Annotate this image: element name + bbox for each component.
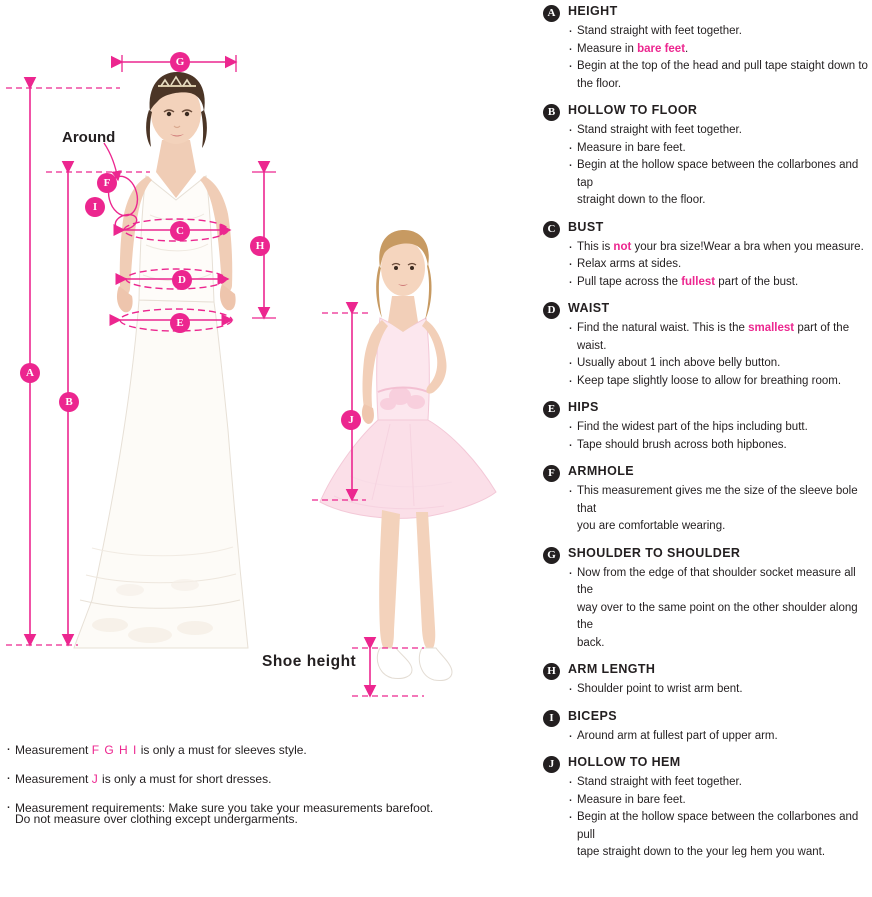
instruction-badge-d: D xyxy=(543,302,560,319)
line-text: Stand straight with feet together. xyxy=(577,25,742,37)
line-text: you are comfortable wearing. xyxy=(577,520,726,532)
instruction-badge-a: A xyxy=(543,5,560,22)
footnotes xyxy=(6,742,526,840)
short-dress-figure xyxy=(320,230,496,681)
note-fragment: is only a must for short dresses. xyxy=(98,772,272,786)
line-text: Measure in bare feet. xyxy=(577,141,686,154)
instruction-title: HOLLOW TO HEM xyxy=(568,755,681,769)
note-text-2 xyxy=(15,772,271,786)
instruction-list xyxy=(563,122,868,210)
line-text: Find the widest part of the hips including butt. xyxy=(577,421,808,433)
instruction-line xyxy=(568,140,868,158)
line-text: way over to the same point on the other shoulder along the xyxy=(577,601,858,631)
instruction-line xyxy=(568,274,868,292)
line-text: This measurement gives me the size of the sleeve bole that xyxy=(577,485,858,515)
instruction-title: SHOULDER TO SHOULDER xyxy=(568,545,741,560)
instruction-line xyxy=(568,41,868,59)
instruction-line xyxy=(568,792,868,810)
instruction-title: WAIST xyxy=(568,301,610,315)
instruction-line xyxy=(568,681,868,699)
instruction-line xyxy=(568,122,868,140)
instruction-block-j xyxy=(533,755,872,872)
line-text: Now from the edge of that shoulder socket measure all the xyxy=(577,566,856,596)
figure-marker-c: C xyxy=(170,221,190,241)
figure-marker-i: I xyxy=(85,197,105,217)
instruction-line xyxy=(568,373,868,391)
figure-marker-e: E xyxy=(170,313,190,333)
instruction-line xyxy=(568,192,868,210)
instruction-list xyxy=(563,728,868,746)
line-text: Stand straight with feet together. xyxy=(577,776,742,788)
instruction-line xyxy=(568,437,868,455)
line-text: Begin at the top of the head and pull tape staight down to xyxy=(577,60,868,72)
highlight-text: bare feet xyxy=(637,42,686,55)
line-text: your bra size!Wear a bra when you measure. xyxy=(631,240,864,253)
instruction-badge-g: G xyxy=(543,547,560,564)
line-text: Stand straight with feet together. xyxy=(577,124,742,136)
line-text: tape straight down to the your leg hem you want. xyxy=(577,846,826,858)
shoe-height-label: Shoe height xyxy=(262,653,357,670)
instruction-line xyxy=(568,355,868,373)
instruction-list xyxy=(563,681,868,699)
highlight-text: smallest xyxy=(748,322,795,334)
line-text: Measure in xyxy=(577,42,638,55)
instruction-list xyxy=(563,23,868,93)
instruction-list xyxy=(563,483,868,536)
note-text-1 xyxy=(15,743,307,757)
note-item xyxy=(6,742,526,759)
line-text: back. xyxy=(577,636,605,649)
line-text: part of the waist. xyxy=(577,322,850,352)
line-text: Tape should brush across both hipbones. xyxy=(577,438,787,451)
note-fragment: Measurement requirements: Make sure you take your measurements barefoot. xyxy=(15,801,434,815)
instruction-list xyxy=(563,239,868,292)
instruction-badge-i: I xyxy=(543,710,560,727)
instruction-block-c xyxy=(533,220,872,302)
instruction-title: BICEPS xyxy=(568,708,617,723)
bride-figure xyxy=(74,72,248,648)
instruction-line xyxy=(568,518,868,536)
note-fragment: Measurement xyxy=(15,743,92,757)
note-fragment: Do not measure over clothing except undergarments. xyxy=(15,812,298,826)
instruction-line xyxy=(568,483,868,518)
line-text: Find the natural waist. This is the xyxy=(577,322,749,334)
around-label: Around xyxy=(62,129,116,146)
figure-marker-h: H xyxy=(250,236,270,256)
line-text: part of the bust. xyxy=(715,275,799,288)
instruction-line xyxy=(568,256,868,274)
instruction-title: HOLLOW TO FLOOR xyxy=(568,103,698,117)
note-item xyxy=(6,811,526,828)
instruction-block-b xyxy=(533,103,872,220)
instruction-line xyxy=(568,774,868,792)
instruction-title: HIPS xyxy=(568,400,599,414)
note-text-4 xyxy=(15,812,298,826)
line-text: the floor. xyxy=(577,77,622,90)
instruction-block-e xyxy=(533,400,872,464)
line-text: Shoulder point to wrist arm bent. xyxy=(577,683,743,695)
line-text: Relax arms at sides. xyxy=(577,258,682,270)
instruction-badge-j: J xyxy=(543,756,560,773)
line-text: Begin at the hollow space between the collarbones and pull xyxy=(577,811,859,841)
instruction-title: ARMHOLE xyxy=(568,464,634,478)
instruction-line xyxy=(568,844,868,862)
instruction-line xyxy=(568,809,868,844)
note-item xyxy=(6,771,526,788)
instruction-block-g xyxy=(533,546,872,663)
line-text: Begin at the hollow space between the collarbones and tap xyxy=(577,159,859,189)
instruction-line xyxy=(568,157,868,192)
figure-marker-f: F xyxy=(97,173,117,193)
instruction-line xyxy=(568,23,868,41)
line-text: straight down to the floor. xyxy=(577,194,706,206)
figure-marker-d: D xyxy=(172,270,192,290)
instruction-badge-e: E xyxy=(543,401,560,418)
instruction-line xyxy=(568,600,868,635)
instruction-line xyxy=(568,320,868,355)
note-fragment: Measurement xyxy=(15,772,92,786)
instruction-title: BUST xyxy=(568,219,604,234)
instruction-block-i xyxy=(533,709,872,756)
instruction-block-a xyxy=(533,4,872,103)
instruction-line xyxy=(568,239,868,257)
note-highlight: J xyxy=(91,772,99,786)
instruction-line xyxy=(568,728,868,746)
highlight-text: fullest xyxy=(681,275,716,288)
instruction-line xyxy=(568,76,868,94)
instruction-badge-c: C xyxy=(543,221,560,238)
instruction-badge-h: H xyxy=(543,663,560,680)
line-text: Pull tape across the xyxy=(577,275,682,288)
instruction-badge-f: F xyxy=(543,465,560,482)
figure-marker-a: A xyxy=(20,363,40,383)
instruction-title: ARM LENGTH xyxy=(568,662,656,676)
instruction-list xyxy=(563,320,868,390)
instruction-block-d xyxy=(533,301,872,400)
figure-marker-g: G xyxy=(170,52,190,72)
figure-marker-j: J xyxy=(341,410,361,430)
line-text: Around arm at fullest part of upper arm. xyxy=(577,729,778,742)
line-text: Keep tape slightly loose to allow for breathing room. xyxy=(577,374,842,387)
line-text: . xyxy=(685,42,689,55)
instruction-line xyxy=(568,565,868,600)
figure-marker-b: B xyxy=(59,392,79,412)
line-text: Usually about 1 inch above belly button. xyxy=(577,357,781,369)
highlight-text: not xyxy=(613,240,632,253)
instruction-title: HEIGHT xyxy=(568,4,618,18)
line-text: Measure in bare feet. xyxy=(577,793,686,806)
instruction-badge-b: B xyxy=(543,104,560,121)
instruction-line xyxy=(568,635,868,653)
instruction-line xyxy=(568,58,868,76)
note-highlight: F G H I xyxy=(91,743,138,757)
instruction-list xyxy=(563,774,868,862)
note-fragment: is only a must for sleeves style. xyxy=(137,743,307,757)
instruction-line xyxy=(568,419,868,437)
instruction-list xyxy=(563,565,868,653)
instructions-panel xyxy=(533,0,872,897)
instruction-block-h xyxy=(533,662,872,709)
line-text: This is xyxy=(577,240,614,253)
instruction-list xyxy=(563,419,868,454)
instruction-block-f xyxy=(533,464,872,546)
